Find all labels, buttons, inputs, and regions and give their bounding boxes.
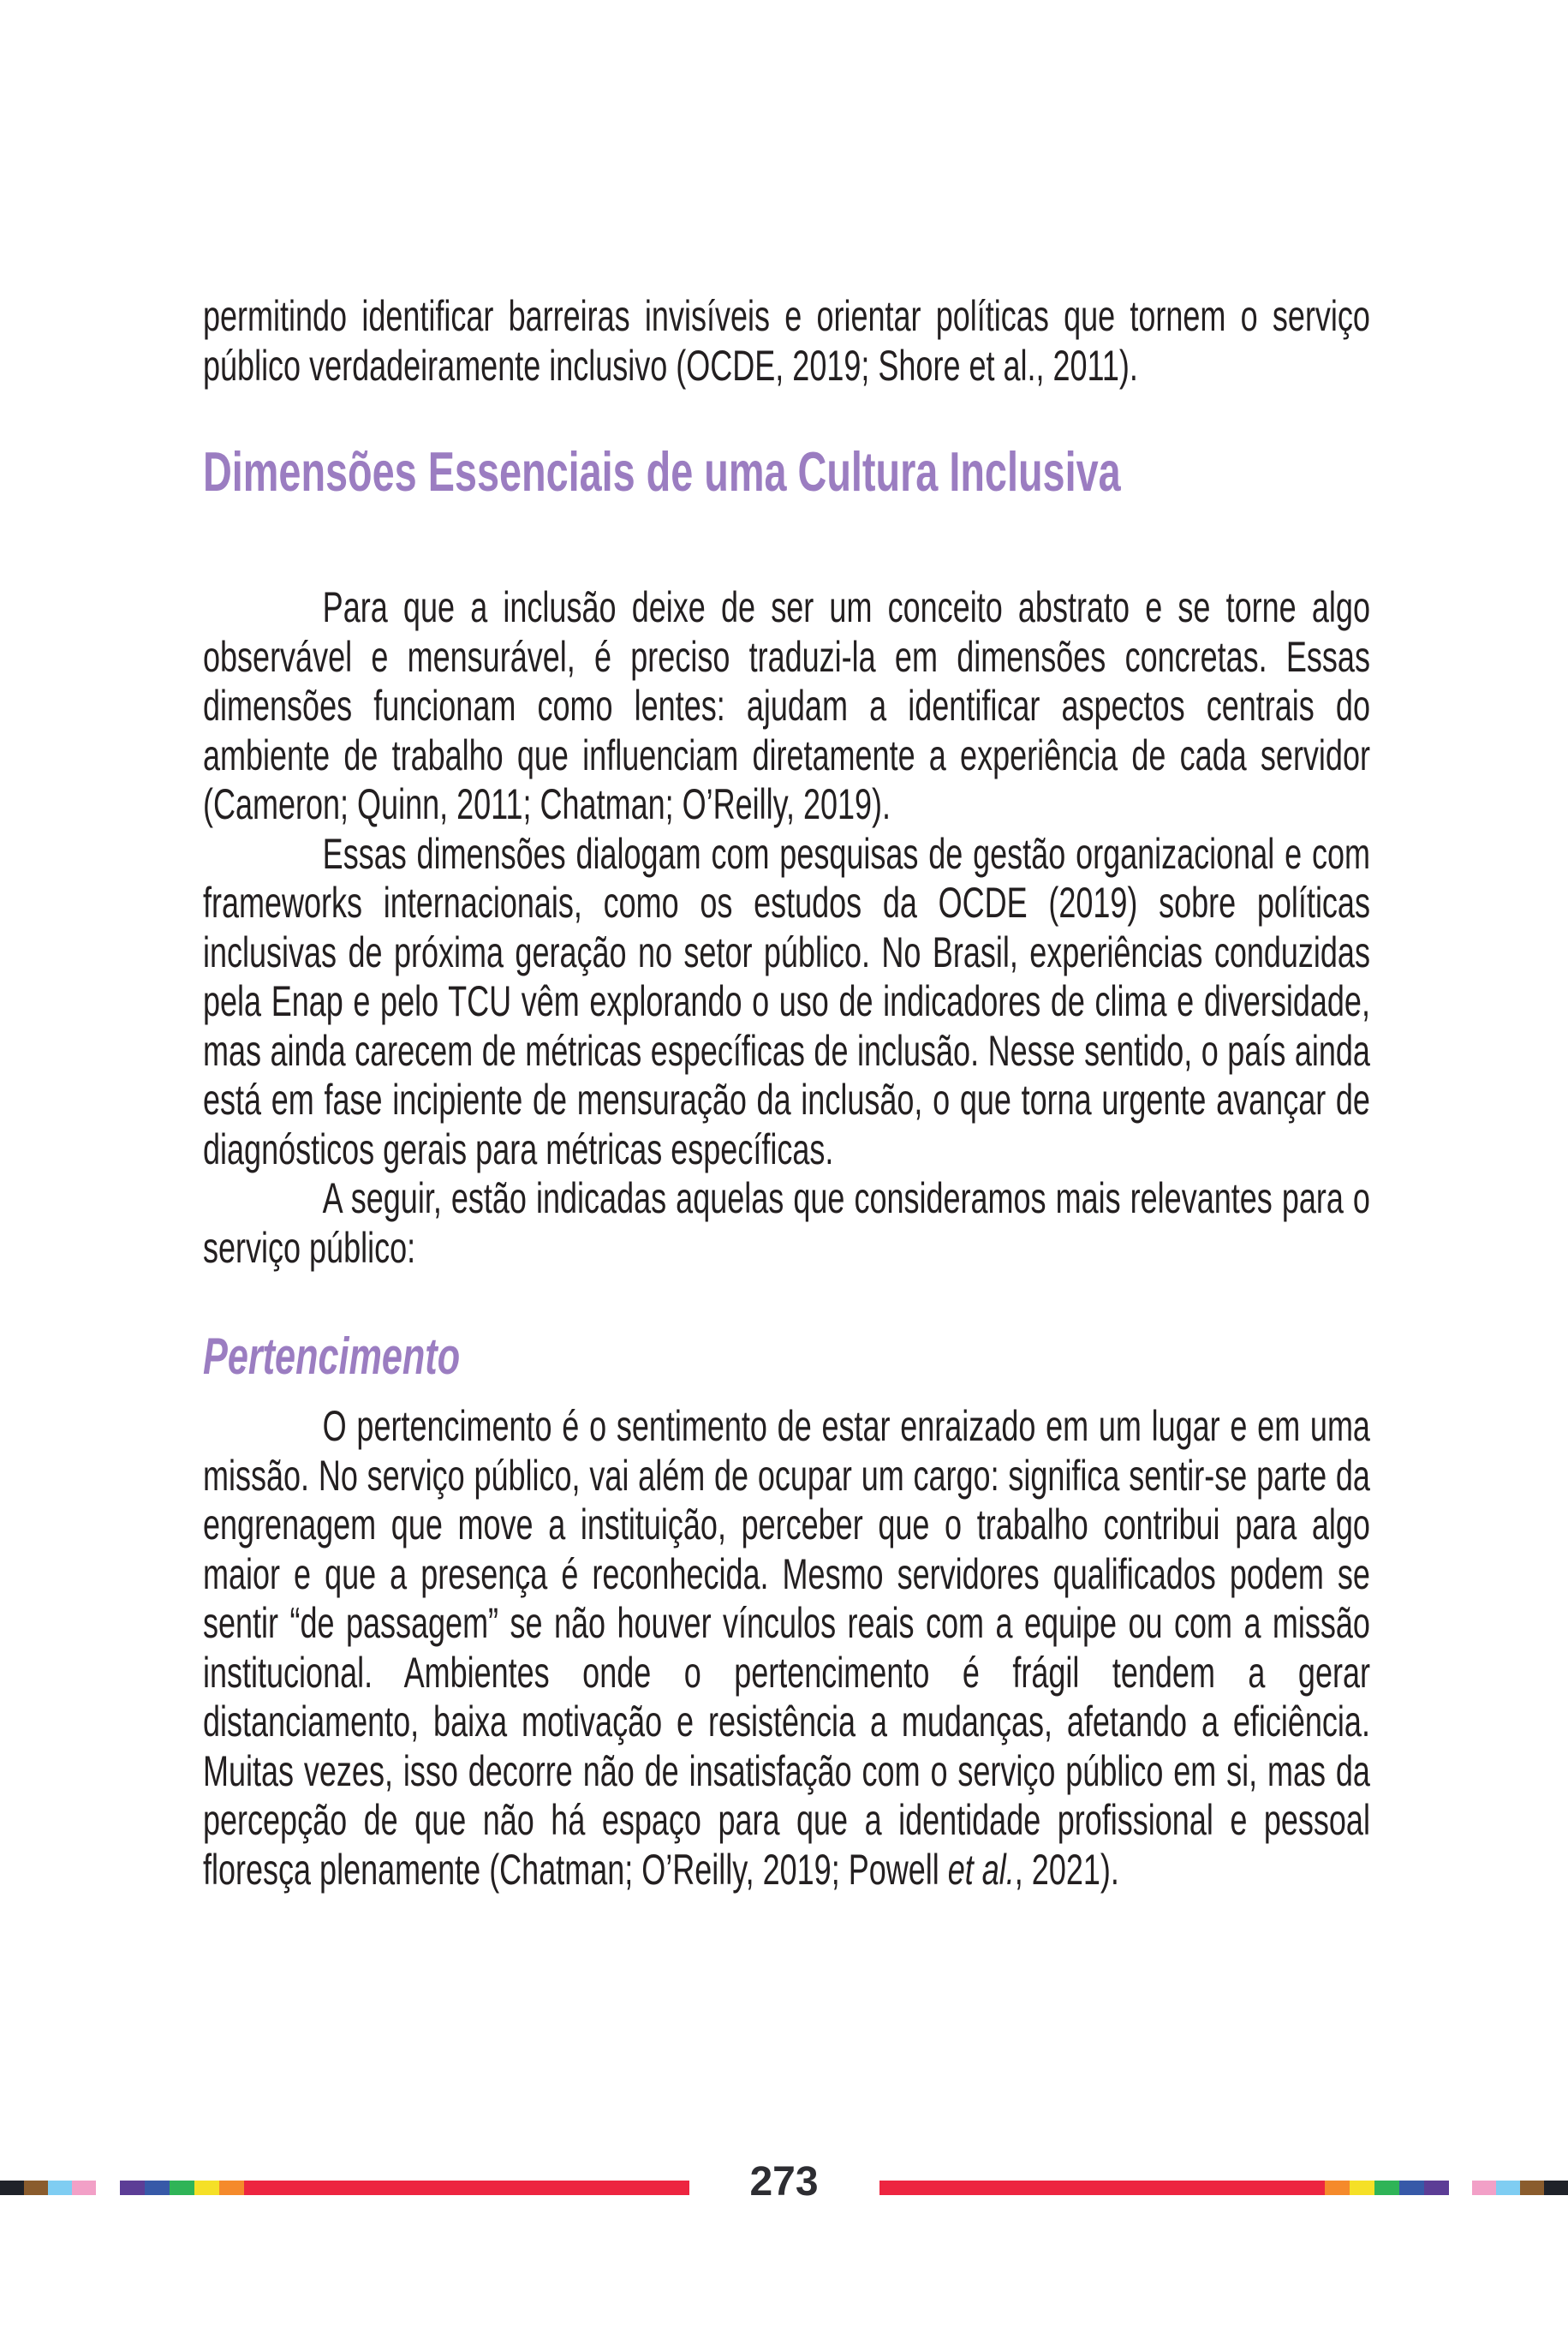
page-number: 273 bbox=[749, 2159, 819, 2205]
paragraph-continuation: permitindo identificar barreiras invisíveis e orientar políticas que tornem o serviço público verdadeiramente inclusivo (OCDE, 2019; Shore et al., 2011). bbox=[203, 292, 1370, 390]
gap-stripe bbox=[1449, 2181, 1472, 2195]
green-stripe bbox=[1374, 2181, 1399, 2195]
paragraph-a-seguir: A seguir, estão indicadas aquelas que consideramos mais relevantes para o serviço público: bbox=[203, 1174, 1370, 1272]
yellow-stripe bbox=[1350, 2181, 1374, 2195]
red-stripe bbox=[879, 2181, 1325, 2195]
paragraph-essas-dimensoes: Essas dimensões dialogam com pesquisas de gestão organizacional e com frameworks internacionais, como os estudos da OCDE (2019) sobre políticas inclusivas de próxima geração no setor público. No Brasil, experiências conduzidas pela Enap e pelo TCU vêm explorando o uso de indicadores de clima e diversidade, mas ainda carecem de métricas específicas de inclusão. Nesse sentido, o país ainda está em fase incipiente de mensuração da inclusão, o que torna urgente avançar de diagnósticos gerais para métricas específicas. bbox=[203, 829, 1370, 1173]
et-al-citation: et al. bbox=[947, 1845, 1015, 1894]
subsection-heading-pertencimento: Pertencimento bbox=[203, 1328, 461, 1385]
light-blue-stripe bbox=[1496, 2181, 1520, 2195]
heading-spacer bbox=[203, 502, 1370, 583]
orange-stripe bbox=[1325, 2181, 1350, 2195]
purple-stripe bbox=[1424, 2181, 1449, 2195]
paragraph-pertencimento-text: O pertencimento é o sentimento de estar enraizado em um lugar e em uma missão. No serviço público, vai além de ocupar um cargo: significa sentir-se parte da engrenagem que move a instituição, perceber que o trabalho contribui para algo maior e que a presença é reconhecida. Mesmo servidores qualificados podem se sentir “de passagem” se não houver vínculos reais com a equipe ou com a missão institucional. Ambientes onde o pertencimento é frágil tendem a gerar distanciamento, baixa motivação e resistência a mudanças, afetando a eficiência. Muitas vezes, isso decorre não de insatisfação com o serviço público em si, mas da percepção de que não há espaço para que a identidade profissional e pessoal floresça plenamente (Chatman; O’Reilly, 2019; Powell bbox=[203, 1402, 1370, 1894]
text-column bbox=[203, 292, 1370, 1894]
brown-stripe bbox=[1520, 2181, 1544, 2195]
blue-stripe bbox=[1399, 2181, 1424, 2195]
pink-stripe bbox=[1472, 2181, 1496, 2195]
black-stripe bbox=[1544, 2181, 1568, 2195]
section-heading-dimensoes: Dimensões Essenciais de uma Cultura Inclusiva bbox=[203, 440, 1121, 503]
pride-flag-bar-right bbox=[879, 2181, 1568, 2195]
paragraph-pertencimento-citation-end: , 2021). bbox=[1014, 1845, 1119, 1894]
heading-spacer bbox=[203, 1385, 1370, 1402]
paragraph-pertencimento bbox=[203, 1402, 1370, 1894]
paragraph-para-que: Para que a inclusão deixe de ser um conceito abstrato e se torne algo observável e mensurável, é preciso traduzi-la em dimensões concretas. Essas dimensões funcionam como lentes: ajudam a identificar aspectos centrais do ambiente de trabalho que influenciam diretamente a experiência de cada servidor (Cameron; Quinn, 2011; Chatman; O’Reilly, 2019). bbox=[203, 583, 1370, 828]
